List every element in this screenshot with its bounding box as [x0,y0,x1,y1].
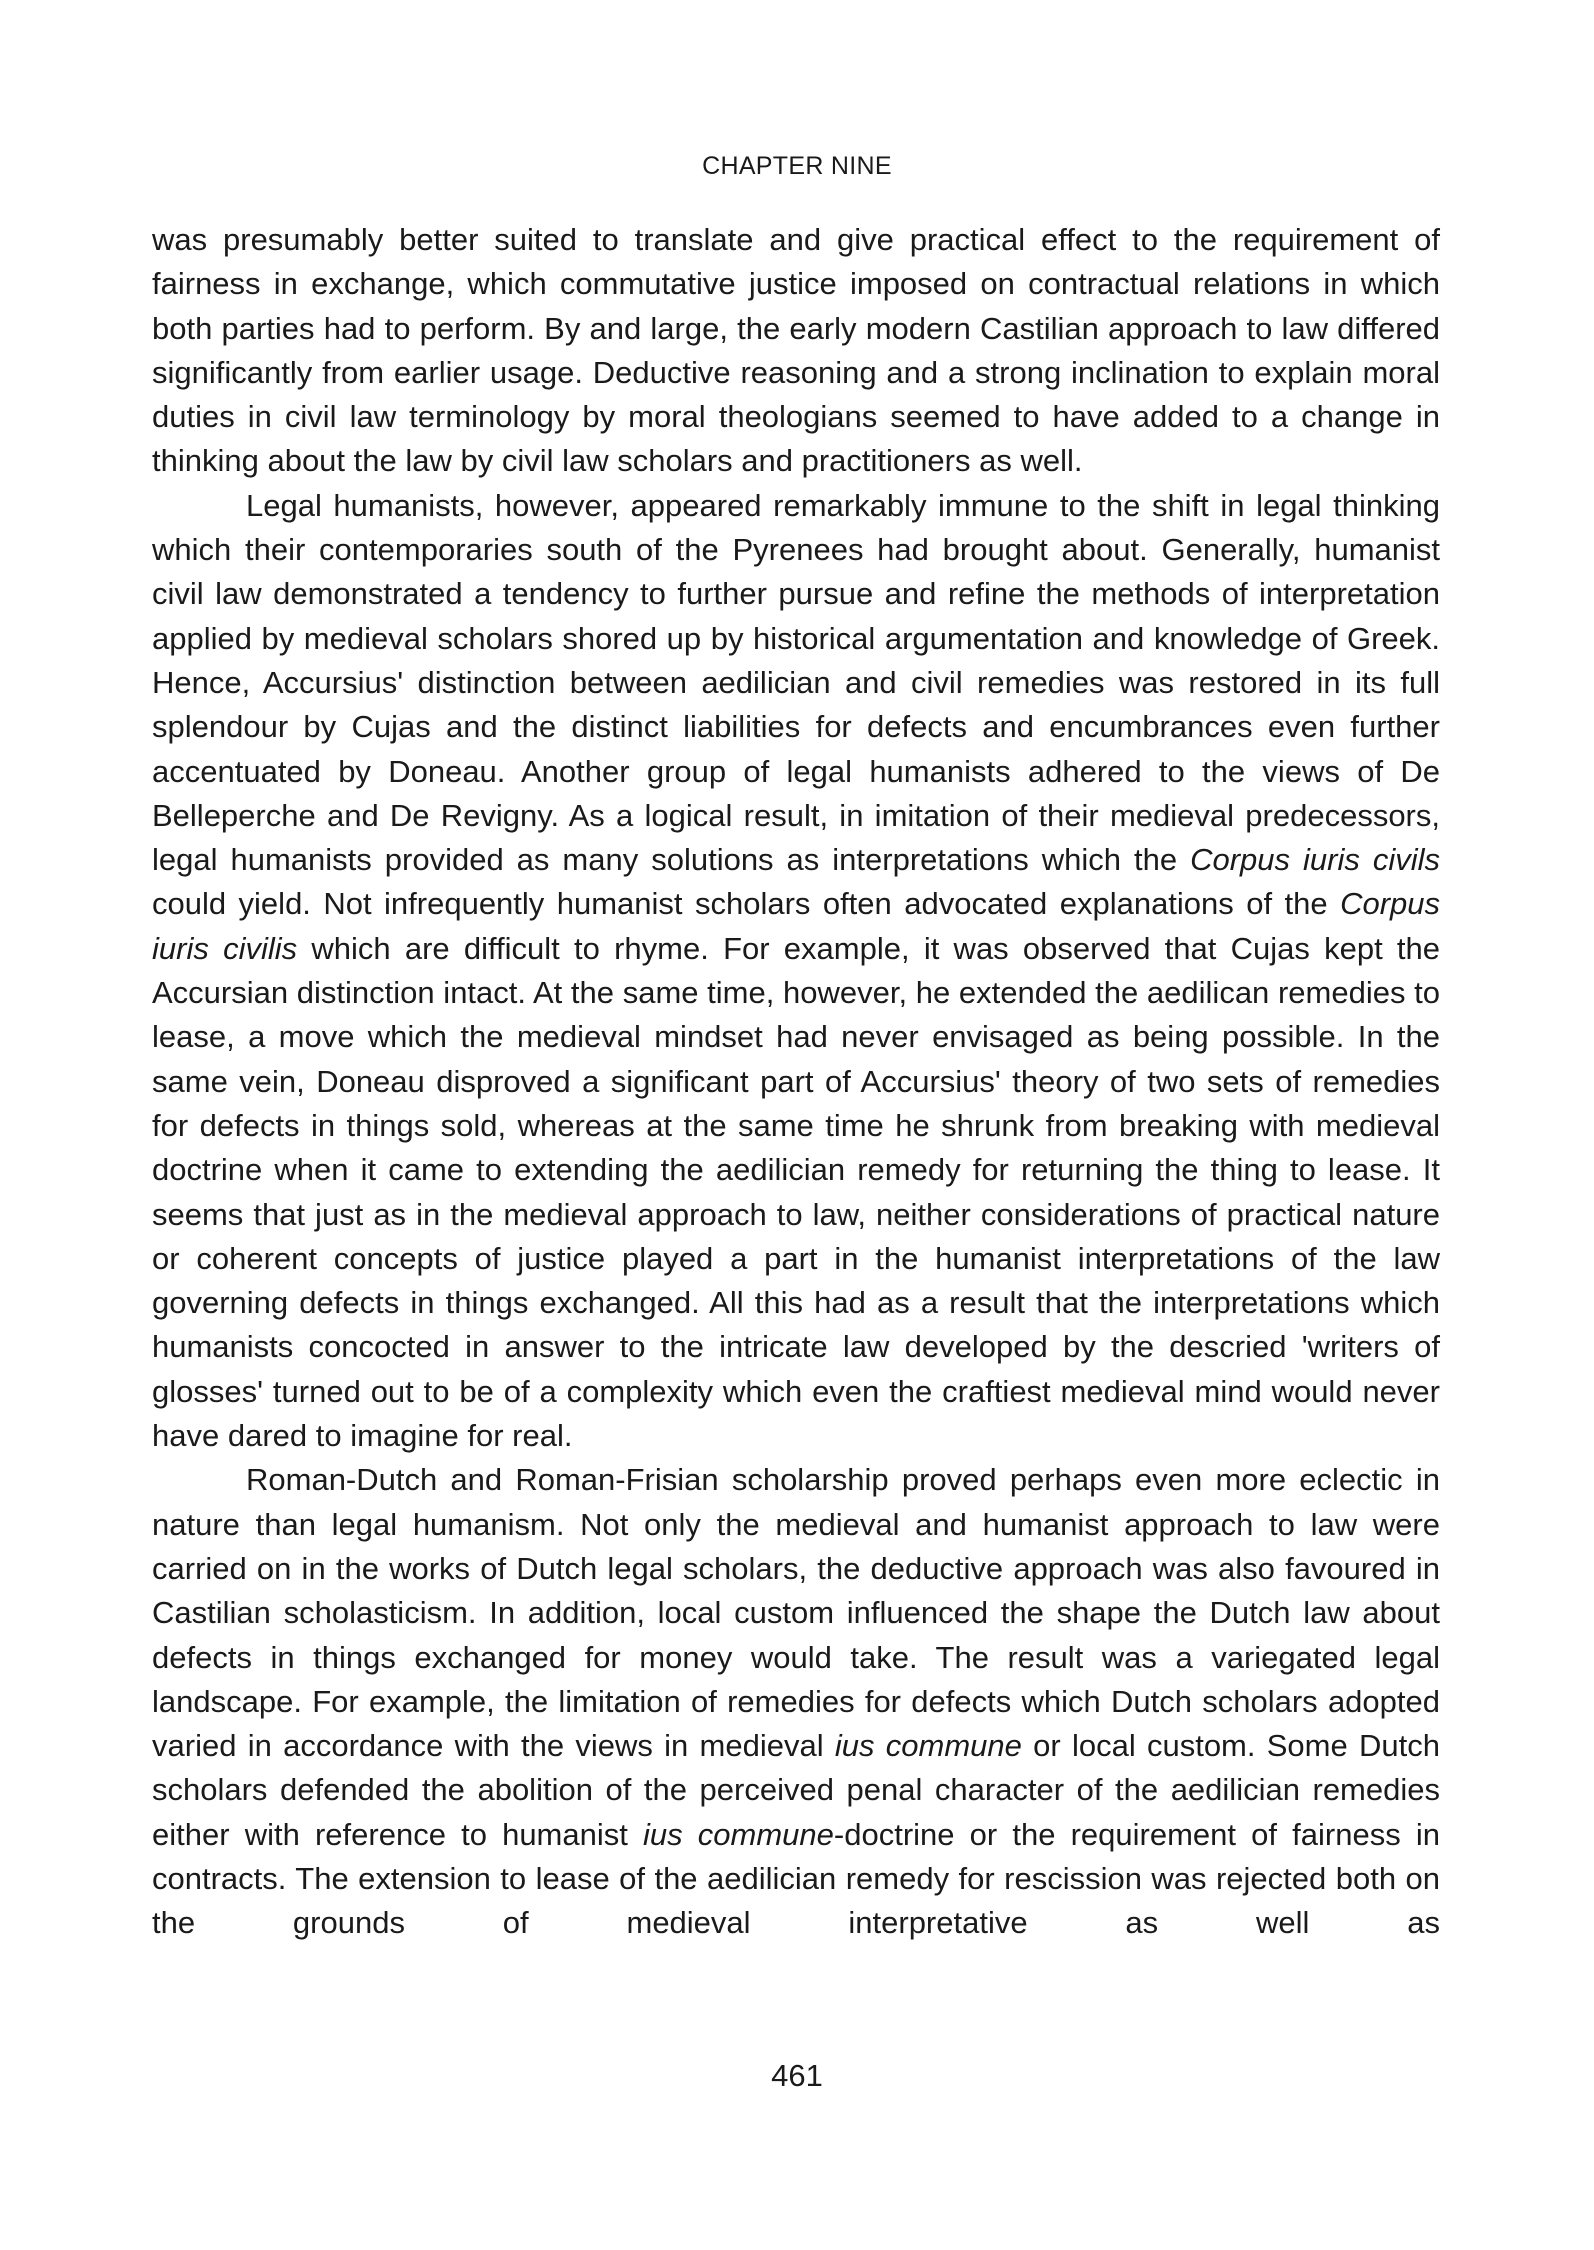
italic-term: Corpus iuris civils [1190,842,1440,878]
text-run: -doctrine or the requirement of fairness in contracts. The extension to lease of the aedilician remedy for rescission was rejected both on the grounds of medieval interpretative as well as [152,1816,1440,1941]
page-number: 461 [771,2058,823,2093]
text-run: Roman-Dutch and Roman-Frisian scholarship proved perhaps even more eclectic in nature than legal humanism. Not only the medieval and humanist approach to law were carried on in the works of Dutch legal scholars, the deductive approach was also favoured in Castilian scholasticism. In addition, local custom influenced the shape the Dutch law about defects in things exchanged for money would take. The result was a variegated legal landscape. For example, the limitation of remedies for defects which Dutch scholars adopted varied in accordance with the views in medieval [152,1462,1440,1764]
text-run: Legal humanists, however, appeared remarkably immune to the shift in legal thinking which their contemporaries south of the Pyrenees had brought about. Generally, humanist civil law demonstrated a tendency to further pursue and refine the methods of interpretation applied by medieval scholars shored up by historical argumentation and knowledge of Greek. Hence, Accursius' distinction between aedilician and civil remedies was restored in its full splendour by Cujas and the distinct liabilities for defects and encumbrances even further accentuated by Doneau. Another group of legal humanists adhered to the views of De Belleperche and De Revigny. As a logical result, in imitation of their medieval predecessors, legal humanists provided as many solutions as interpretations which the [152,487,1440,878]
text-run: could yield. Not infrequently humanist scholars often advocated explanations of the [152,886,1341,922]
body-text [152,218,1440,1946]
text-run: was presumably better suited to translate and give practical effect to the requirement of fairness in exchange, which commutative justice imposed on contractual relations in which both parties had to perform. By and large, the early modern Castilian approach to law differed significantly from earlier usage. Deductive reasoning and a strong inclination to explain moral duties in civil law terminology by moral theologians seemed to have added to a change in thinking about the law by civil law scholars and practitioners as well. [152,222,1440,479]
italic-term: ius commune [643,1816,834,1852]
paragraph-3 [152,1458,1440,1945]
paragraph-1 [152,218,1440,484]
paragraph-2 [152,484,1440,1459]
text-run: or local custom. Some Dutch scholars defended the abolition of the perceived penal character of the aedilician remedies either with reference to humanist [152,1728,1440,1852]
running-head: CHAPTER NINE [702,152,892,180]
italic-term: Corpus iuris civilis [152,886,1440,966]
text-run: which are difficult to rhyme. For example, it was observed that Cujas kept the Accursian distinction intact. At the same time, however, he extended the aedilican remedies to lease, a move which the medieval mindset had never envisaged as being possible. In the same vein, Doneau disproved a significant part of Accursius' theory of two sets of remedies for defects in things sold, whereas at the same time he shrunk from breaking with medieval doctrine when it came to extending the aedilician remedy for returning the thing to lease. It seems that just as in the medieval approach to law, neither considerations of practical nature or coherent concepts of justice played a part in the humanist interpretations of the law governing defects in things exchanged. All this had as a result that the interpretations which humanists concocted in answer to the intricate law developed by the descried 'writers of glosses' turned out to be of a complexity which even the craftiest medieval mind would never have dared to imagine for real. [152,930,1441,1454]
italic-term: ius commune [834,1728,1022,1764]
